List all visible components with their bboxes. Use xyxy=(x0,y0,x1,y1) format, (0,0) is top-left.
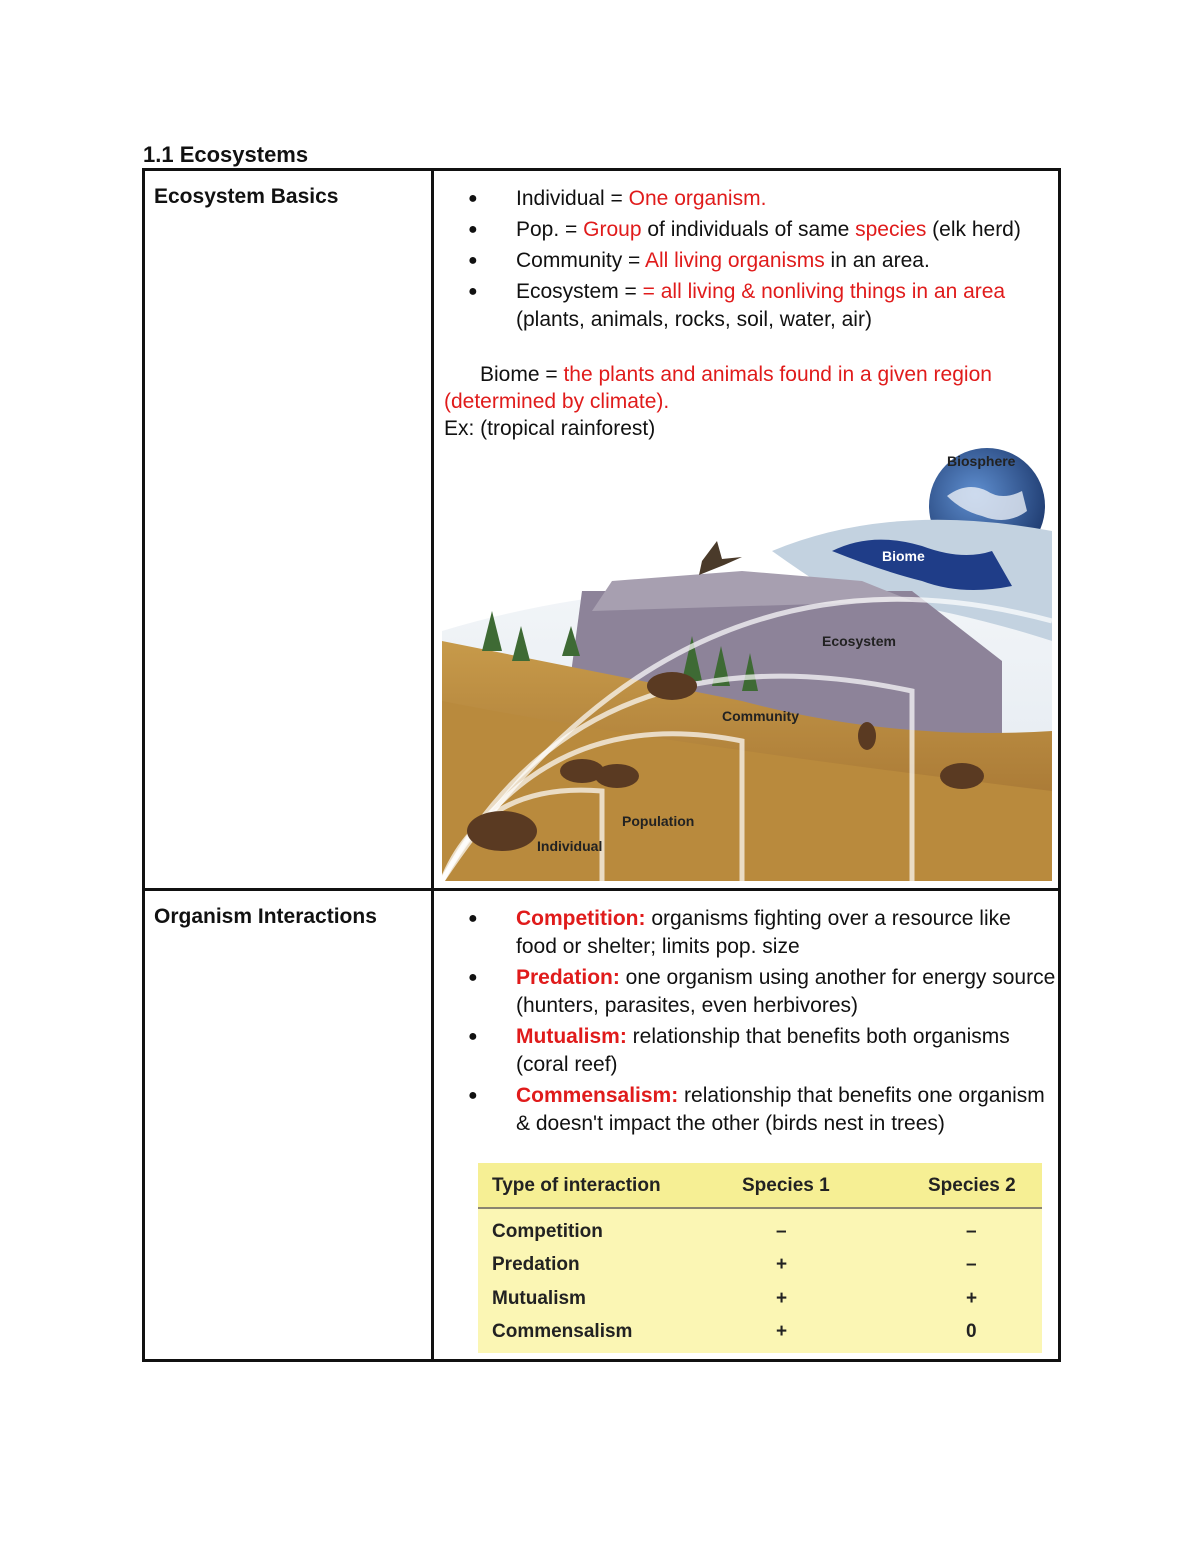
list-item: ● Community = All living organisms in an area. xyxy=(446,247,1046,275)
ecosystem-label: Ecosystem xyxy=(822,633,896,649)
row-species-2: – xyxy=(966,1254,977,1275)
row-type: Commensalism xyxy=(492,1321,633,1342)
owl-icon xyxy=(858,722,876,750)
row-species-2: 0 xyxy=(966,1321,977,1342)
list-item: ● Individual = One organism. xyxy=(446,185,1046,213)
interaction-type-table xyxy=(478,1163,1042,1353)
row-organism-interactions xyxy=(144,890,1060,1361)
levels-of-organization-illustration xyxy=(442,441,1052,881)
biome-definition: Biome = the plants and animals found in a given region (determined by climate). Ex: (tropical rainforest) xyxy=(444,363,992,440)
individual-label: Individual xyxy=(537,838,603,854)
content-cell xyxy=(433,890,1060,1361)
ecosystem-basics-heading: Ecosystem Basics xyxy=(154,185,339,208)
list-item: ● Ecosystem = = all living & nonliving things in an area (plants, animals, rocks, soil, water, air) xyxy=(446,278,1046,334)
bear-icon xyxy=(940,763,984,789)
example-text: Ex: (tropical rainforest) xyxy=(444,417,656,440)
row-type: Mutualism xyxy=(492,1288,586,1309)
content-cell xyxy=(433,170,1060,890)
biosphere-label: Biosphere xyxy=(947,453,1016,469)
row-species-1: + xyxy=(776,1254,788,1275)
elk-individual-icon xyxy=(467,811,537,851)
header-species-2: Species 2 xyxy=(928,1175,1016,1196)
row-species-1: – xyxy=(776,1221,787,1242)
organism-interactions-heading: Organism Interactions xyxy=(154,905,377,928)
page-title: 1.1 Ecosystems xyxy=(143,142,309,167)
list-item: ● Mutualism: relationship that benefits both organisms (coral reef) xyxy=(446,1023,1056,1079)
header-type: Type of interaction xyxy=(492,1175,661,1196)
list-item: ● Pop. = Group of individuals of same species (elk herd) xyxy=(446,216,1046,244)
label-cell xyxy=(144,890,433,1361)
list-item: ● Competition: organisms fighting over a resource like food or shelter; limits pop. size xyxy=(446,905,1056,961)
biome-label: Biome xyxy=(882,548,925,564)
header-species-1: Species 1 xyxy=(742,1175,830,1196)
row-species-1: + xyxy=(776,1288,788,1309)
row-type: Competition xyxy=(492,1221,603,1242)
label-cell xyxy=(144,170,433,890)
row-species-2: + xyxy=(966,1288,978,1309)
list-item: ● Commensalism: relationship that benefits one organism & doesn't impact the other (birds nest in trees) xyxy=(446,1082,1056,1138)
ecosystem-levels-list xyxy=(446,185,1046,337)
notes-table xyxy=(142,168,1061,1362)
moose-icon xyxy=(647,672,697,700)
row-ecosystem-basics xyxy=(144,170,1060,890)
list-item: ● Predation: one organism using another for energy source (hunters, parasites, even herbivores) xyxy=(446,964,1056,1020)
row-type: Predation xyxy=(492,1254,580,1275)
interactions-list xyxy=(446,905,1056,1141)
row-species-1: + xyxy=(776,1321,788,1342)
row-species-2: – xyxy=(966,1221,977,1242)
population-label: Population xyxy=(622,813,695,829)
community-label: Community xyxy=(722,708,799,724)
